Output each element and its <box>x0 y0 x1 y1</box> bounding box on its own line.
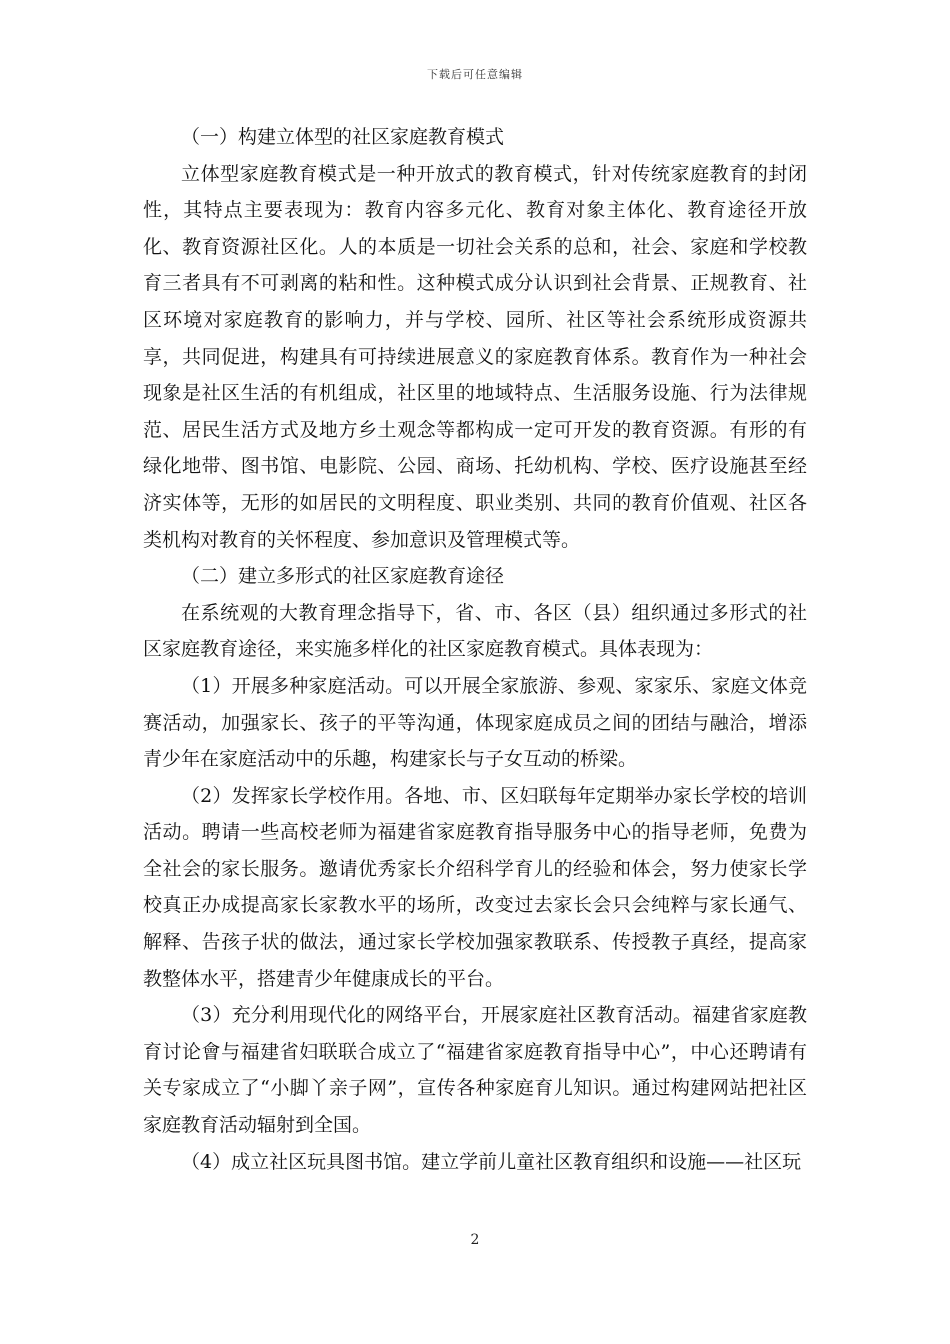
list-item-paragraph: （3）充分利用现代化的网络平台，开展家庭社区教育活动。福建省家庭教育讨论會与福建省妇联联合成立了“福建省家庭教育指导中心”，中心还聘请有关专家成立了“小脚丫亲子网”，宣传各种家庭育儿知识。通过构建网站把社区家庭教育活动辐射到全国。 <box>143 1004 807 1137</box>
page-header: 下载后可任意编辑 <box>427 68 523 81</box>
list-item-paragraph: （4）成立社区玩具图书馆。建立学前儿童社区教育组织和设施——社区玩 <box>181 1150 802 1173</box>
body-paragraph: 在系统观的大教育理念指导下，省、市、各区（县）组织通过多形式的社区家庭教育途径，来实施多样化的社区家庭教育模式。具体表现为： <box>143 601 807 661</box>
page-number: 2 <box>470 1232 480 1248</box>
body-paragraph: 立体型家庭教育模式是一种开放式的教育模式，针对传统家庭教育的封闭性，其特点主要表现为：教育内容多元化、教育对象主体化、教育途径开放化、教育资源社区化。人的本质是一切社会关系的总和，社会、家庭和学校教育三者具有不可剥离的粘和性。这种模式成分认识到社会背景、正规教育、社区环境对家庭教育的影响力，并与学校、园所、社区等社会系统形成资源共享，共同促进，构建具有可持续进展意义的家庭教育体系。教育作为一种社会现象是社区生活的有机组成，社区里的地域特点、生活服务设施、行为法律规范、居民生活方式及地方乡土观念等都构成一定可开发的教育资源。有形的有绿化地带、图书馆、电影院、公园、商场、托幼机构、学校、医疗设施甚至经济实体等，无形的如居民的文明程度、职业类别、共同的教育价值观、社区各类机构对教育的关怀程度、参加意识及管理模式等。 <box>143 162 807 551</box>
list-item-paragraph: （1）开展多种家庭活动。可以开展全家旅游、参观、家家乐、家庭文体竞赛活动，加强家长、孩子的平等沟通，体现家庭成员之间的团结与融洽，增添青少年在家庭活动中的乐趣，构建家长与子女互动的桥梁。 <box>143 674 807 771</box>
document-body <box>143 119 807 1180</box>
section-heading-1: （一）构建立体型的社区家庭教育模式 <box>181 126 505 148</box>
list-item-paragraph: （2）发挥家长学校作用。各地、市、区妇联每年定期举办家长学校的培训活动。聘请一些高校老师为福建省家庭教育指导服务中心的指导老师，免费为全社会的家长服务。邀请优秀家长介绍科学育儿的经验和体会，努力使家长学校真正办成提高家长家教水平的场所，改变过去家长会只会纯粹与家长通气、解释、告孩子状的做法，通过家长学校加强家教联系、传授教子真经，提高家教整体水平，搭建青少年健康成长的平台。 <box>143 784 807 990</box>
section-heading-2: （二）建立多形式的社区家庭教育途径 <box>181 565 505 588</box>
